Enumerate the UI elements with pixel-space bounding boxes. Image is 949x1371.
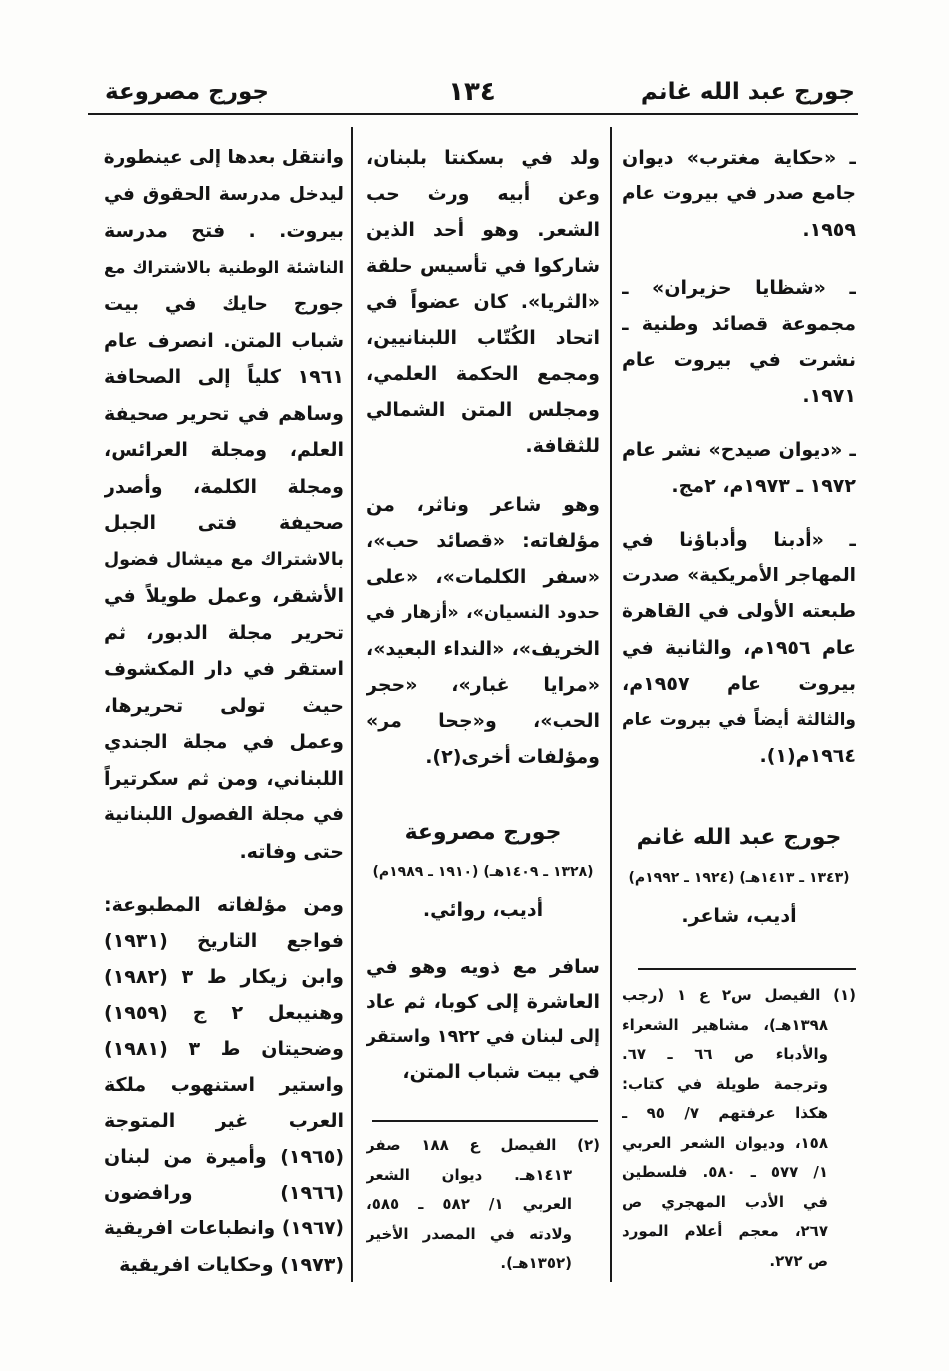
- column-divider-left: [351, 127, 353, 1282]
- running-header-left: جورج مصروعة: [105, 79, 269, 105]
- text-line: (١٣٥٢هـ).: [500, 1254, 572, 1272]
- text-line: حتى وفاته.: [239, 840, 344, 863]
- text-line: (٢) الفيصل ع ١٨٨ صفر: [366, 1136, 600, 1154]
- text-line: وعن أبيه ورث حب: [366, 183, 600, 205]
- text-line: إلى لبنان في ١٩٢٢ واستقر: [366, 1027, 600, 1047]
- text-line: وضحيتان ط ٣ (١٩٨١): [104, 1038, 344, 1060]
- bio-paragraph: [366, 140, 600, 464]
- text-line: ـ «أدبنا وأدباؤنا في: [622, 529, 856, 551]
- text-line: الشعر. وهو أحد الذين: [366, 219, 600, 241]
- text-line: بالاشتراك مع ميشال فضول: [104, 549, 344, 570]
- text-line: ومجلس المتن الشمالي: [366, 399, 600, 421]
- text-line: ومجلة الكلمة، وأصدر: [104, 475, 344, 498]
- text-line: «مرايا غبار»، «حجر: [366, 674, 600, 696]
- text-line: الحب»، و«جحا مر»: [366, 710, 600, 732]
- text-line: ١٩٦٤م(١).: [759, 745, 856, 767]
- text-line: هكذا عرفتهم ٧/ ٩٥ ـ: [622, 1104, 828, 1122]
- text-line: شاركوا في تأسيس حلقة: [366, 255, 600, 277]
- text-line: العرب غير المتوجة: [104, 1110, 344, 1132]
- footnote: [366, 1131, 600, 1279]
- text-line: ١/ ٥٧٧ ـ ٥٨٠. فلسطين: [622, 1163, 828, 1181]
- text-line: ومجمع الحكمة العلمي،: [366, 363, 600, 385]
- column-left: [104, 0, 344, 1371]
- footnote-rule: [638, 968, 856, 970]
- text-line: والأدباء ص ٦٦ ـ ٦٧.: [622, 1045, 828, 1063]
- running-header-right: جورج عبد الله غانم: [640, 79, 855, 105]
- text-line: ـ «شظايا حزيران» ـ: [622, 277, 856, 299]
- text-line: ولادته في المصدر الأخير: [366, 1224, 572, 1243]
- text-line: في الأدب المهجري ص: [622, 1192, 828, 1211]
- bio-paragraph: [366, 950, 600, 1090]
- text-line: الأشقر، وعمل طويلاً في: [104, 585, 344, 607]
- text-line: ص ٢٧٢.: [769, 1251, 828, 1270]
- text-line: الخريف»، «النداء البعيد»،: [366, 638, 600, 660]
- text-line: ومن مؤلفاته المطبوعة:: [104, 894, 344, 916]
- text-line: حيث تولى تحريرها،: [104, 694, 344, 717]
- text-line: ١٩٧١.: [802, 385, 856, 407]
- text-line: (١٩٦٦) ورافضون: [104, 1182, 344, 1204]
- work-entry: [622, 140, 856, 248]
- bio-paragraph: [366, 487, 600, 775]
- text-line: جورج حايك في بيت: [104, 293, 344, 315]
- footnote-rule: [372, 1120, 598, 1122]
- text-line: اتحاد الكُتّاب اللبنانيين،: [366, 327, 600, 349]
- text-line: العلم، ومجلة العرائس،: [104, 439, 344, 461]
- text-line: ومؤلفات أخرى(٢).: [425, 746, 600, 768]
- bio-paragraph: [104, 140, 344, 870]
- text-line: واستير استنهوب ملكة: [104, 1074, 344, 1096]
- biography-heading-name: جورج مصروعة: [404, 820, 562, 845]
- page-number: ١٣٤: [448, 77, 496, 107]
- text-line: سافر مع ذويه وهو في: [366, 956, 600, 978]
- text-line: ١٩٦١ كلياً إلى الصحافة: [104, 366, 344, 388]
- text-line: فواجع التاريخ (١٩٣١): [104, 930, 344, 952]
- text-line: «سفر الكلمات»، «على: [366, 566, 600, 588]
- text-line: ـ «ديوان صيدح» نشر عام: [622, 439, 856, 461]
- text-line: للثقافة.: [525, 435, 600, 457]
- text-line: ـ «حكاية مغترب» ديوان: [622, 147, 856, 169]
- text-line: العربي ١/ ٥٨٢ ـ ٥٨٥،: [366, 1195, 572, 1213]
- text-line: «الثريا». كان عضواً في: [366, 291, 600, 313]
- text-line: جامع صدر في بيروت عام: [622, 183, 856, 204]
- text-line: في بيت شباب المتن،: [402, 1061, 600, 1083]
- text-line: ١٤١٣هـ. ديوان الشعر: [366, 1165, 572, 1184]
- text-line: تحرير مجلة الدبور، ثم: [104, 621, 344, 644]
- biography-heading-role: أديب، شاعر.: [681, 905, 797, 927]
- text-line: حدود النسيان»، «أزهار في: [366, 603, 600, 623]
- text-line: وابن زيكار ط ٣ (١٩٨٢): [104, 966, 344, 988]
- biography-heading-name: جورج عبد الله غانم: [636, 825, 842, 850]
- text-line: وانتقل بعدها إلى عينطورة: [104, 147, 344, 168]
- text-line: صحيفة فتى الجبل: [104, 512, 344, 534]
- work-entry: [622, 270, 856, 414]
- work-entry: [622, 522, 856, 774]
- text-line: (١٩٧٣) وحكايات افريقية: [119, 1254, 344, 1276]
- text-line: ١٣٩٨هـ)، مشاهير الشعراء: [622, 1015, 828, 1034]
- text-line: وساهم في تحرير صحيفة: [104, 402, 344, 425]
- footnote: [622, 981, 856, 1276]
- text-line: وترجمة طويلة في كتاب:: [622, 1074, 828, 1093]
- text-line: العاشرة إلى كوبا، ثم عاد: [366, 991, 600, 1013]
- text-line: (١٩٦٥) وأميرة من لبنان: [104, 1146, 344, 1168]
- column-right: [622, 0, 856, 1371]
- text-line: شباب المتن. انصرف عام: [104, 329, 344, 352]
- works-list: [104, 887, 344, 1283]
- biography-heading-role: أديب، روائي.: [422, 899, 544, 921]
- text-line: والثالثة أيضاً في بيروت عام: [622, 710, 856, 730]
- biography-heading-dates: (١٣٤٣ ـ ١٤١٣هـ) (١٩٢٤ ـ ١٩٩٢م): [628, 870, 850, 886]
- text-line: طبعته الأولى في القاهرة: [622, 601, 856, 622]
- text-line: ١٩٥٩.: [802, 219, 856, 241]
- text-line: في مجلة الفصول اللبنانية: [104, 804, 344, 825]
- text-line: ٢٦٧، معجم أعلام المورد: [622, 1222, 828, 1240]
- text-line: بيروت عام ١٩٥٧م،: [622, 673, 856, 695]
- text-line: وهنيبعل ٢ ج (١٩٥٩): [104, 1002, 344, 1024]
- text-line: عام ١٩٥٦م، والثانية في: [622, 637, 856, 659]
- text-line: وعمل في مجلة الجندي: [104, 731, 344, 753]
- text-line: بيروت. . فتح مدرسة: [104, 220, 344, 242]
- text-line: مؤلفاته: «قصائد حب»،: [366, 530, 600, 552]
- biography-heading-dates: (١٣٢٨ ـ ١٤٠٩هـ) (١٩١٠ ـ ١٩٨٩م): [372, 864, 594, 880]
- text-line: وهو شاعر وناثر، من: [366, 494, 600, 516]
- text-line: (١) الفيصل س٢ ع ١ (رجب: [622, 986, 856, 1004]
- text-line: ولد في بسكنتا بلبنان،: [366, 147, 600, 169]
- work-entry: [622, 432, 856, 504]
- text-line: ١٥٨، وديوان الشعر العربي: [622, 1133, 828, 1152]
- text-line: (١٩٦٧) وانطباعات افريقية: [104, 1218, 344, 1239]
- text-line: استقر في دار المكشوف: [104, 658, 344, 680]
- text-line: ١٩٧٢ ـ ١٩٧٣م، ٢مج.: [671, 475, 856, 497]
- text-line: الناشئة الوطنية بالاشتراك مع: [104, 257, 344, 277]
- column-middle: [366, 0, 600, 1371]
- text-line: مجموعة قصائد وطنية ـ: [622, 313, 856, 335]
- text-line: اللبناني، ومن ثم سكرتيراً: [104, 767, 344, 790]
- text-line: ليدخل مدرسة الحقوق في: [104, 183, 344, 205]
- text-line: نشرت في بيروت عام: [622, 349, 856, 371]
- text-line: المهاجر الأمريكية» صدرت: [622, 565, 856, 586]
- column-divider-right: [610, 127, 612, 1282]
